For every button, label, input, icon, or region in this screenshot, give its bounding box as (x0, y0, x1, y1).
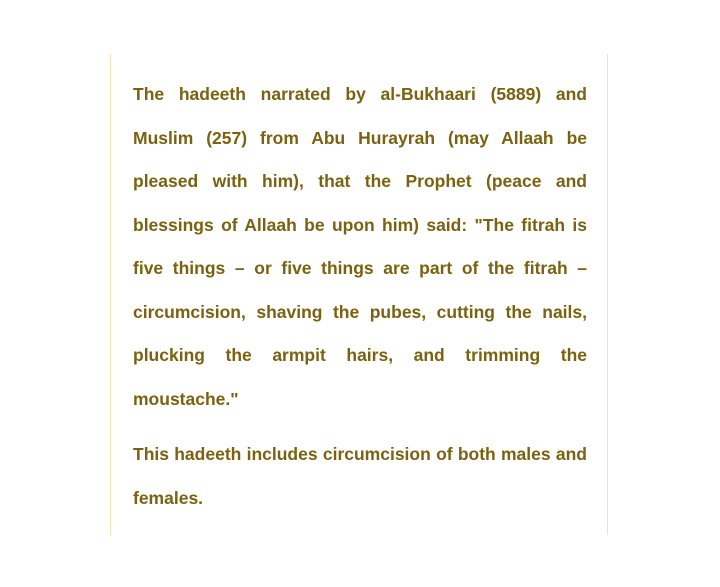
article-body (133, 73, 587, 520)
hadeeth-paragraph: The hadeeth narrated by al-Bukhaari (5889) and Muslim (257) from Abu Hurayrah (may Allaah be pleased with him), that the Prophet (peace and blessings of Allaah be upon him) said: "The fitrah is five things – or five things are part of the fitrah – circumcision, shaving the pubes, cutting the nails, plucking the armpit hairs, and trimming the moustache." (133, 84, 587, 409)
commentary-paragraph: This hadeeth includes circumcision of both males and females. (133, 444, 587, 508)
article-card (110, 54, 608, 535)
